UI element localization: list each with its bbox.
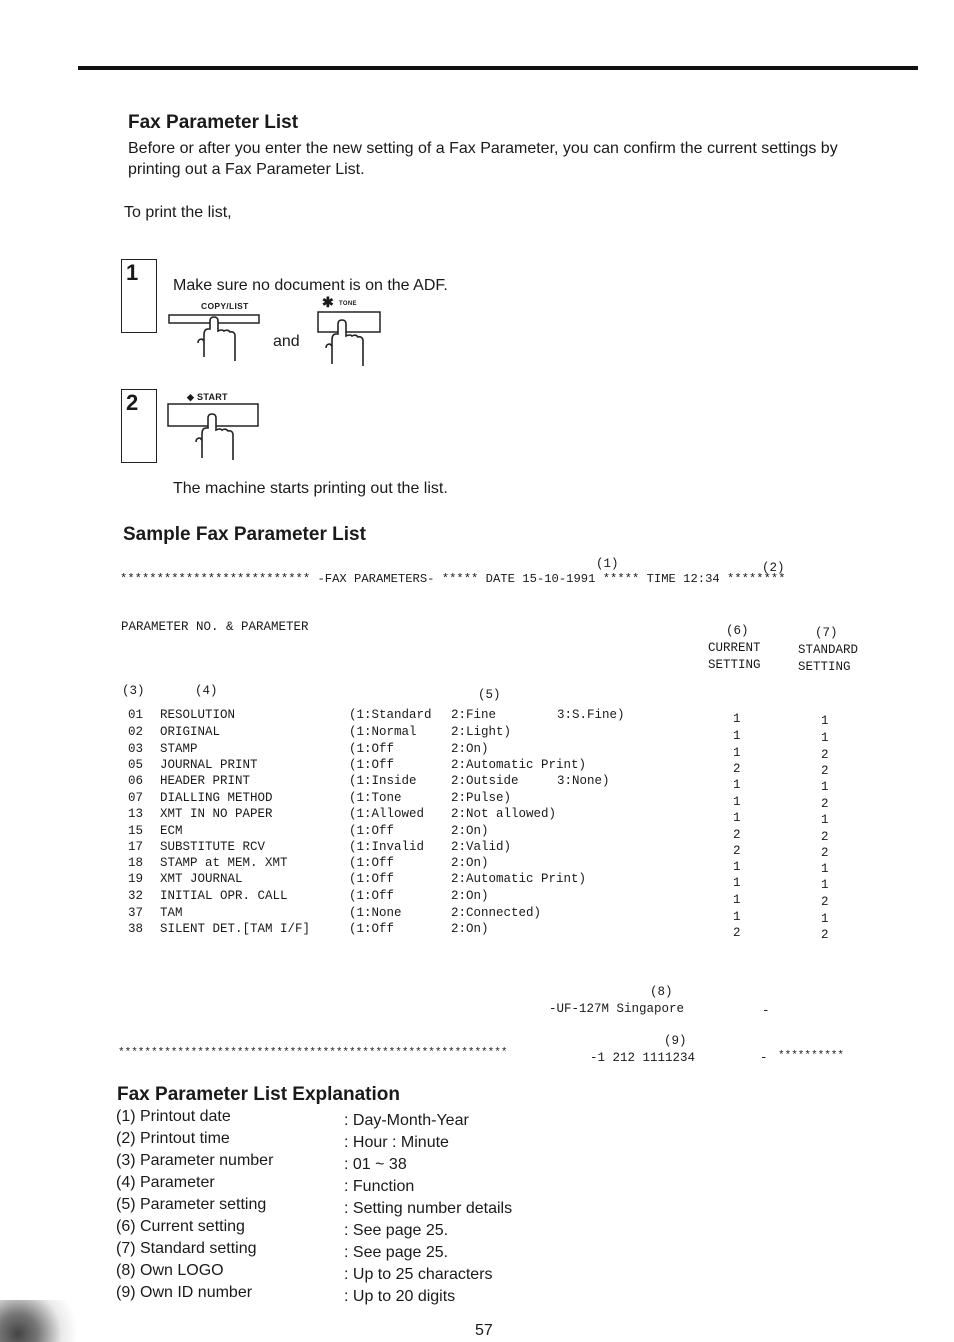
explanation-desc: : 01 ~ 38 bbox=[344, 1156, 407, 1173]
param-number: 06 bbox=[128, 774, 144, 788]
option-1: (1:Off bbox=[349, 824, 395, 838]
explanation-desc: : Setting number details bbox=[344, 1200, 513, 1217]
id-number: -1 212 1111234 bbox=[590, 1051, 696, 1065]
option-2: 2:Automatic Print) bbox=[451, 758, 587, 772]
param-name: ECM bbox=[160, 824, 183, 838]
param-number: 15 bbox=[128, 824, 144, 838]
step-2-box bbox=[121, 389, 157, 463]
list-item bbox=[0, 1130, 954, 1152]
option-2: 2:Outside bbox=[451, 774, 519, 788]
option-2: 2:On) bbox=[451, 856, 489, 870]
start-key-label: ◆ START bbox=[187, 392, 228, 402]
current-setting: 1 bbox=[733, 811, 741, 825]
param-number: 03 bbox=[128, 742, 144, 756]
press-hand-icon bbox=[166, 402, 262, 462]
option-2: 2:Pulse) bbox=[451, 791, 512, 805]
option-1: (1:Invalid bbox=[349, 840, 425, 854]
star-tone-button[interactable] bbox=[314, 310, 386, 373]
standard-setting: 2 bbox=[821, 797, 829, 811]
option-2: 2:Automatic Print) bbox=[451, 872, 587, 886]
standard-setting: 2 bbox=[821, 830, 829, 844]
option-1: (1:Off bbox=[349, 758, 395, 772]
step-1-box bbox=[121, 259, 157, 333]
copy-list-key-label: COPY/LIST bbox=[201, 301, 249, 311]
parameter-table bbox=[0, 700, 954, 940]
option-1: (1:Standard bbox=[349, 708, 432, 722]
table-row bbox=[0, 856, 954, 876]
current-setting: 2 bbox=[733, 762, 741, 776]
option-2: 2:On) bbox=[451, 742, 489, 756]
explanation-desc: : Function bbox=[344, 1178, 415, 1195]
sample-title: Sample Fax Parameter List bbox=[123, 524, 366, 545]
standard-setting: 1 bbox=[821, 878, 829, 892]
table-row bbox=[0, 922, 954, 942]
current-setting: 1 bbox=[733, 778, 741, 792]
footer-stars-right: ********** bbox=[778, 1050, 845, 1062]
option-1: (1:Tone bbox=[349, 791, 402, 805]
option-1: (1:Off bbox=[349, 872, 395, 886]
param-name: SUBSTITUTE RCV bbox=[160, 840, 266, 854]
list-item bbox=[0, 1152, 954, 1174]
option-2: 2:On) bbox=[451, 824, 489, 838]
option-1: (1:Normal bbox=[349, 725, 417, 739]
explanation-term: (1) Printout date bbox=[116, 1108, 231, 1125]
explanation-term: (2) Printout time bbox=[116, 1130, 230, 1147]
standard-setting: 2 bbox=[821, 764, 829, 778]
table-row bbox=[0, 758, 954, 778]
standard-setting: 1 bbox=[821, 714, 829, 728]
standard-setting: 1 bbox=[821, 912, 829, 926]
press-hand-icon bbox=[314, 310, 386, 368]
standard-setting: 2 bbox=[821, 846, 829, 860]
explanation-term: (6) Current setting bbox=[116, 1218, 245, 1235]
id-dash: - bbox=[760, 1051, 768, 1065]
current-setting: 1 bbox=[733, 860, 741, 874]
start-button[interactable] bbox=[166, 402, 262, 467]
top-rule bbox=[78, 66, 918, 70]
option-2: 2:On) bbox=[451, 889, 489, 903]
step-2-number: 2 bbox=[126, 390, 139, 415]
param-number: 32 bbox=[128, 889, 144, 903]
param-name: STAMP bbox=[160, 742, 198, 756]
and-text: and bbox=[273, 333, 300, 350]
option-2: 2:Light) bbox=[451, 725, 512, 739]
option-1: (1:Off bbox=[349, 889, 395, 903]
intro-text: Before or after you enter the new setting of a Fax Parameter, you can confirm the current settings by printing out a Fax Parameter List. bbox=[128, 140, 838, 178]
param-name: SILENT DET.[TAM I/F] bbox=[160, 922, 311, 936]
table-row bbox=[0, 906, 954, 926]
explanation-term: (7) Standard setting bbox=[116, 1240, 257, 1257]
param-number: 02 bbox=[128, 725, 144, 739]
step-1-text: Make sure no document is on the ADF. bbox=[173, 277, 448, 294]
step-2-text: The machine starts printing out the list. bbox=[173, 480, 448, 497]
list-item bbox=[0, 1108, 954, 1130]
list-item bbox=[0, 1196, 954, 1218]
current-setting: 1 bbox=[733, 893, 741, 907]
standard-setting: 1 bbox=[821, 731, 829, 745]
table-row bbox=[0, 791, 954, 811]
option-1: (1:Allowed bbox=[349, 807, 425, 821]
explanation-list bbox=[0, 1108, 954, 1308]
current-setting: 1 bbox=[733, 729, 741, 743]
explanation-desc: : Day-Month-Year bbox=[344, 1112, 469, 1129]
current-setting: 1 bbox=[733, 746, 741, 760]
param-name: TAM bbox=[160, 906, 183, 920]
marker-1: (1) bbox=[596, 557, 619, 571]
page-number: 57 bbox=[475, 1322, 493, 1339]
param-number: 17 bbox=[128, 840, 144, 854]
to-print-text: To print the list, bbox=[124, 204, 232, 221]
param-heading: PARAMETER NO. & PARAMETER bbox=[121, 620, 309, 634]
option-2: 2:Valid) bbox=[451, 840, 512, 854]
param-name: INITIAL OPR. CALL bbox=[160, 889, 288, 903]
param-number: 07 bbox=[128, 791, 144, 805]
tone-key-label: TONE bbox=[339, 301, 357, 307]
option-1: (1:None bbox=[349, 906, 402, 920]
param-number: 18 bbox=[128, 856, 144, 870]
current-heading-2: SETTING bbox=[708, 658, 761, 672]
table-row bbox=[0, 872, 954, 892]
star-key-symbol: ✱ bbox=[322, 294, 335, 310]
param-number: 01 bbox=[128, 708, 144, 722]
option-1: (1:Off bbox=[349, 742, 395, 756]
param-name: ORIGINAL bbox=[160, 725, 221, 739]
param-name: XMT JOURNAL bbox=[160, 872, 243, 886]
marker-5: (5) bbox=[478, 688, 501, 702]
logo-line: -UF-127M Singapore bbox=[549, 1002, 685, 1016]
option-2: 2:On) bbox=[451, 922, 489, 936]
explanation-desc: : Hour : Minute bbox=[344, 1134, 449, 1151]
param-number: 05 bbox=[128, 758, 144, 772]
current-heading-1: CURRENT bbox=[708, 641, 761, 655]
list-item bbox=[0, 1284, 954, 1306]
current-setting: 1 bbox=[733, 910, 741, 924]
press-hand-icon bbox=[168, 311, 264, 363]
param-number: 38 bbox=[128, 922, 144, 936]
param-number: 37 bbox=[128, 906, 144, 920]
list-item bbox=[0, 1262, 954, 1284]
param-number: 13 bbox=[128, 807, 144, 821]
explanation-term: (3) Parameter number bbox=[116, 1152, 274, 1169]
marker-6: (6) bbox=[726, 624, 749, 638]
explanation-term: (8) Own LOGO bbox=[116, 1262, 224, 1279]
explanation-desc: : See page 25. bbox=[344, 1222, 449, 1239]
param-name: XMT IN NO PAPER bbox=[160, 807, 273, 821]
footer-stars: *********************************************************** bbox=[118, 1047, 508, 1059]
current-setting: 1 bbox=[733, 795, 741, 809]
option-1: (1:Off bbox=[349, 922, 395, 936]
param-name: HEADER PRINT bbox=[160, 774, 251, 788]
marker-7: (7) bbox=[815, 626, 838, 640]
current-setting: 2 bbox=[733, 926, 741, 940]
explanation-desc: : See page 25. bbox=[344, 1244, 449, 1261]
standard-setting: 2 bbox=[821, 748, 829, 762]
page-title: Fax Parameter List bbox=[128, 112, 299, 133]
table-row bbox=[0, 889, 954, 909]
marker-2: (2) bbox=[762, 561, 785, 575]
param-number: 19 bbox=[128, 872, 144, 886]
table-row bbox=[0, 840, 954, 860]
option-2: 2:Fine bbox=[451, 708, 497, 722]
table-row bbox=[0, 774, 954, 794]
explanation-desc: : Up to 20 digits bbox=[344, 1288, 456, 1305]
standard-setting: 1 bbox=[821, 813, 829, 827]
marker-8: (8) bbox=[650, 985, 673, 999]
current-setting: 1 bbox=[733, 712, 741, 726]
standard-setting: 2 bbox=[821, 895, 829, 909]
list-item bbox=[0, 1240, 954, 1262]
scan-artifact bbox=[0, 1300, 90, 1342]
standard-heading-1: STANDARD bbox=[798, 643, 859, 657]
copy-list-button[interactable] bbox=[168, 311, 264, 368]
explanation-term: (5) Parameter setting bbox=[116, 1196, 267, 1213]
explanation-desc: : Up to 25 characters bbox=[344, 1266, 493, 1283]
param-name: JOURNAL PRINT bbox=[160, 758, 258, 772]
param-name: RESOLUTION bbox=[160, 708, 236, 722]
step-1-number: 1 bbox=[126, 260, 139, 285]
marker-3: (3) bbox=[122, 684, 145, 698]
table-row bbox=[0, 742, 954, 762]
option-3: 3:S.Fine) bbox=[557, 708, 625, 722]
option-1: (1:Inside bbox=[349, 774, 417, 788]
current-setting: 2 bbox=[733, 828, 741, 842]
current-setting: 1 bbox=[733, 876, 741, 890]
standard-setting: 1 bbox=[821, 862, 829, 876]
explanation-title: Fax Parameter List Explanation bbox=[117, 1084, 400, 1105]
standard-setting: 1 bbox=[821, 780, 829, 794]
explanation-term: (4) Parameter bbox=[116, 1174, 215, 1191]
standard-heading-2: SETTING bbox=[798, 660, 851, 674]
marker-4: (4) bbox=[195, 684, 218, 698]
logo-dash: - bbox=[762, 1004, 770, 1018]
option-2: 2:Connected) bbox=[451, 906, 542, 920]
option-3: 3:None) bbox=[557, 774, 610, 788]
option-2: 2:Not allowed) bbox=[451, 807, 557, 821]
list-item bbox=[0, 1218, 954, 1240]
explanation-term: (9) Own ID number bbox=[116, 1284, 253, 1301]
standard-setting: 2 bbox=[821, 928, 829, 942]
param-name: STAMP at MEM. XMT bbox=[160, 856, 288, 870]
table-row bbox=[0, 807, 954, 827]
current-setting: 2 bbox=[733, 844, 741, 858]
table-row bbox=[0, 708, 954, 728]
table-row bbox=[0, 725, 954, 745]
marker-9: (9) bbox=[664, 1034, 687, 1048]
option-1: (1:Off bbox=[349, 856, 395, 870]
header-line: ************************** -FAX PARAMETERS- ***** DATE 15-10-1991 ***** TIME 12:34 ******** bbox=[120, 572, 786, 586]
list-item bbox=[0, 1174, 954, 1196]
param-name: DIALLING METHOD bbox=[160, 791, 273, 805]
table-row bbox=[0, 824, 954, 844]
